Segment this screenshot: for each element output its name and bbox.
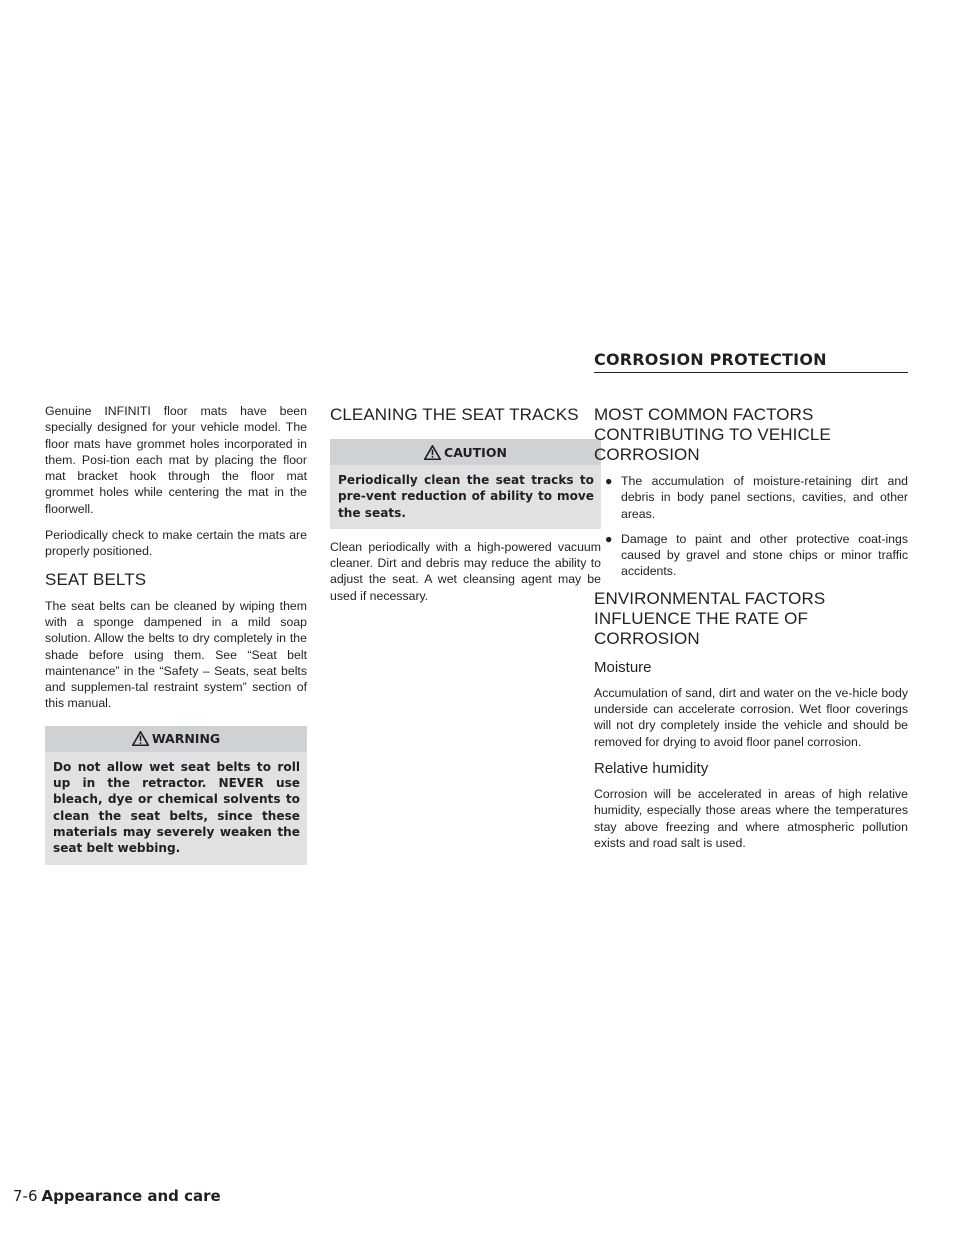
common-factors-heading: MOST COMMON FACTORS CONTRIBUTING TO VEHICLE CORROSION <box>594 405 831 464</box>
warning-label: WARNING <box>151 731 221 747</box>
list-item <box>594 531 908 580</box>
list-item-text: Damage to paint and other protective coat-ings caused by gravel and stone chips or minor traffic accidents. <box>621 531 908 579</box>
page-number: 7-6 <box>13 1187 38 1205</box>
warning-box <box>45 726 307 865</box>
environmental-factors-heading: ENVIRONMENTAL FACTORS INFLUENCE THE RATE OF CORROSION <box>594 588 826 648</box>
caution-text: Periodically clean the seat tracks to pre-vent reduction of ability to move the seats. <box>338 473 594 520</box>
page-footer <box>13 1187 221 1205</box>
left-column <box>45 403 307 875</box>
chapter-title: Appearance and care <box>41 1187 221 1205</box>
moisture-paragraph: Accumulation of sand, dirt and water on the ve-hicle body underside can accelerate corrosion. Wet floor coverings will not dry completely inside the vehicle and should be removed for drying to avoid floor panel corrosion. <box>594 685 908 749</box>
list-item <box>594 473 908 522</box>
humidity-paragraph: Corrosion will be accelerated in areas of high relative humidity, especially those areas where the temperatures stay above freezing and where atmospheric pollution exists and road salt is used. <box>594 786 908 850</box>
seat-belts-heading: SEAT BELTS <box>45 569 147 589</box>
warning-header <box>45 726 307 752</box>
factors-list <box>594 473 908 580</box>
caution-box <box>330 439 601 529</box>
warning-triangle-icon <box>132 731 149 746</box>
caution-header <box>330 439 601 465</box>
moisture-heading: Moisture <box>594 658 652 676</box>
relative-humidity-heading: Relative humidity <box>594 759 709 777</box>
cleaning-seat-tracks-heading: CLEANING THE SEAT TRACKS <box>330 405 579 424</box>
cleaning-paragraph: Clean periodically with a high-powered vacuum cleaner. Dirt and debris may reduce the ability to adjust the seat. A wet cleansing agent may be used if necessary. <box>330 539 601 603</box>
mats-check-paragraph: Periodically check to make certain the mats are properly positioned. <box>45 528 307 559</box>
bullet-icon: ● <box>605 531 613 546</box>
caution-label: CAUTION <box>444 444 507 460</box>
seat-belts-paragraph: The seat belts can be cleaned by wiping them with a sponge dampened in a mild soap solution. Allow the belts to dry completely in the shade before using them. See “Seat belt maintenance” in the “Safety – Seats, seat belts and supplemen-tal restraint system” section of this manual. <box>45 598 307 711</box>
right-column <box>594 403 908 861</box>
warning-text: Do not allow wet seat belts to roll up in the retractor. NEVER use bleach, dye or chemical solvents to clean the seat belts, since these materials may severely weaken the seat belt webbing. <box>53 759 300 856</box>
bullet-icon: ● <box>605 474 613 488</box>
list-item-text: The accumulation of moisture-retaining dirt and debris in body panel sections, cavities, and other areas. <box>621 474 908 521</box>
section-title: CORROSION PROTECTION <box>594 350 827 369</box>
middle-column <box>330 403 601 614</box>
floor-mats-paragraph: Genuine INFINITI floor mats have been specially designed for your vehicle model. The floor mats have grommet holes incorporated in them. Posi-tion each mat by placing the floor mat bracket hook through the floor mat grommet holes while centering the mat in the floorwell. <box>45 404 307 516</box>
warning-triangle-icon <box>424 445 441 460</box>
section-rule <box>594 372 908 373</box>
